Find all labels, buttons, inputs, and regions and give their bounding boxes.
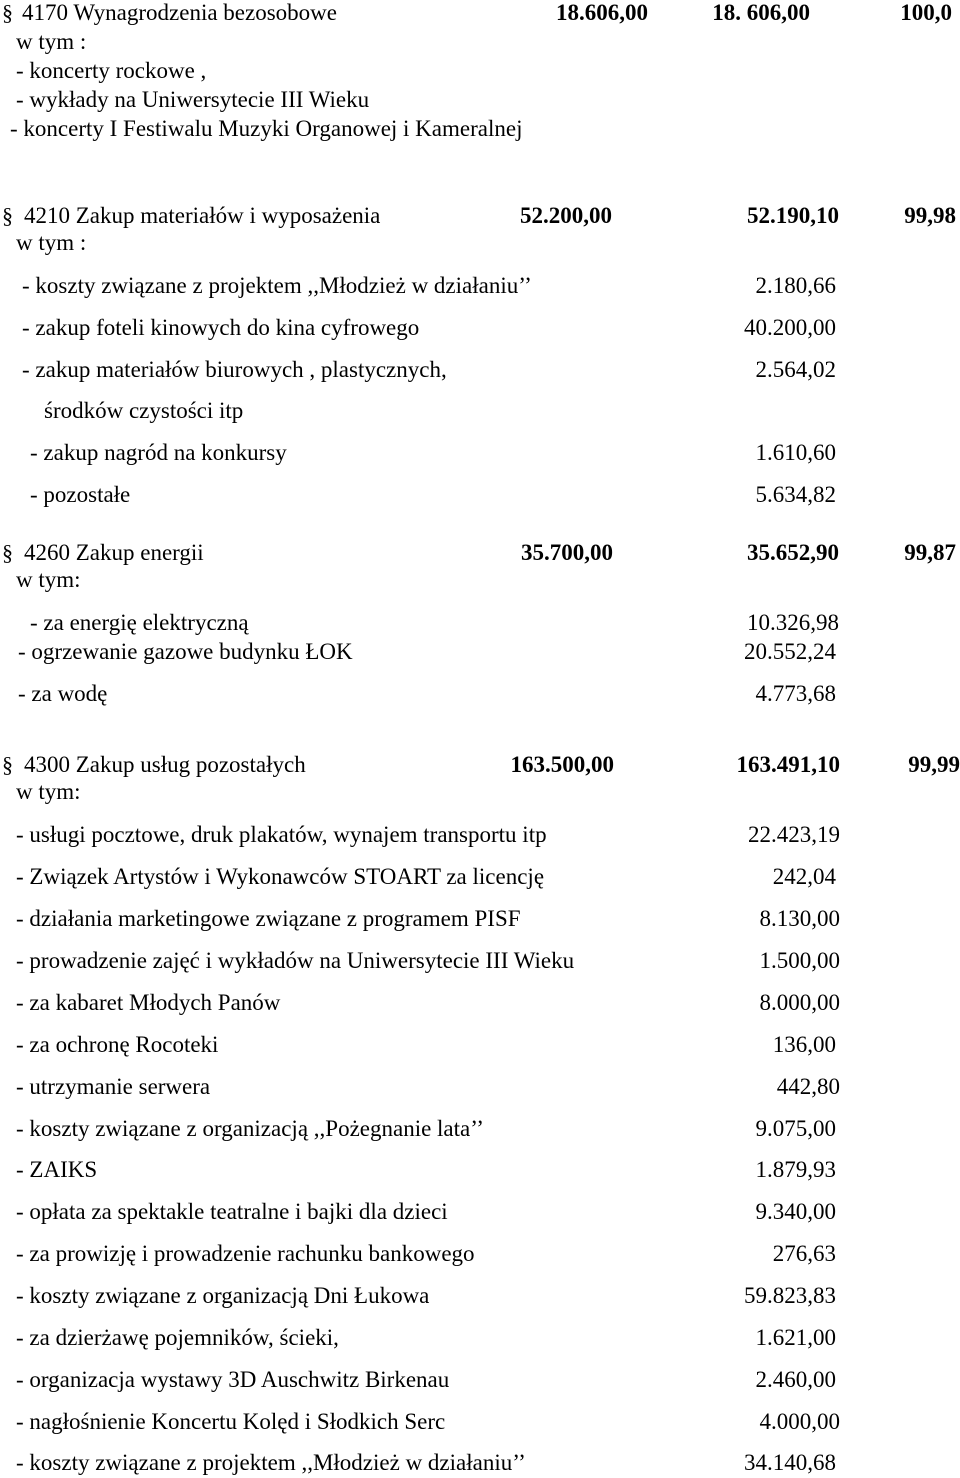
- list-item-label: - za prowizję i prowadzenie rachunku bankowego: [16, 1241, 475, 1266]
- section-4300-percent: 99,99: [908, 752, 960, 777]
- section-4170-subheading: w tym :: [16, 29, 87, 54]
- list-item-amount: 2.460,00: [755, 1367, 836, 1392]
- list-item-label: - za energię elektryczną: [30, 610, 249, 635]
- section-4300-plan: 163.500,00: [510, 752, 614, 777]
- list-item-amount: 1.500,00: [759, 948, 840, 973]
- list-item-label: - za kabaret Młodych Panów: [16, 990, 281, 1015]
- list-item-label: - ZAIKS: [16, 1157, 98, 1182]
- list-item-label: - opłata za spektakle teatralne i bajki dla dzieci: [16, 1199, 448, 1224]
- section-4260-title: 4260 Zakup energii: [24, 540, 204, 565]
- list-item-amount: 59.823,83: [744, 1283, 836, 1308]
- section-4300-marker: §: [2, 752, 13, 777]
- section-4210-execution: 52.190,10: [747, 203, 839, 228]
- section-4260-percent: 99,87: [904, 540, 956, 565]
- list-item-amount: 276,63: [772, 1241, 836, 1266]
- section-4210-percent: 99,98: [904, 203, 956, 228]
- section-4210-plan: 52.200,00: [520, 203, 612, 228]
- list-item-label: - organizacja wystawy 3D Auschwitz Birkenau: [16, 1367, 450, 1392]
- section-4170-plan: 18.606,00: [556, 0, 648, 25]
- list-item-label: - ogrzewanie gazowe budynku ŁOK: [18, 639, 353, 664]
- list-item-label: - prowadzenie zajęć i wykładów na Uniwersytecie III Wieku: [16, 948, 575, 973]
- list-item-label: - działania marketingowe związane z programem PISF: [16, 906, 521, 931]
- list-item-label: środków czystości itp: [44, 398, 244, 423]
- list-item-amount: 4.773,68: [755, 681, 836, 706]
- section-4170-execution: 18. 606,00: [712, 0, 810, 25]
- list-item-label: - koszty związane z organizacją Dni Łukowa: [16, 1283, 430, 1308]
- list-item-amount: 10.326,98: [747, 610, 839, 635]
- list-item-label: - za wodę: [18, 681, 108, 706]
- list-item-amount: 8.000,00: [759, 990, 840, 1015]
- section-4300-subheading: w tym:: [16, 779, 81, 804]
- list-item-label: - koszty związane z projektem ,,Młodzież w działaniu’’: [22, 273, 532, 298]
- list-item-label: - Związek Artystów i Wykonawców STOART za licencję: [16, 864, 545, 889]
- list-item-amount: 1.879,93: [755, 1157, 836, 1182]
- list-item-label: - nagłośnienie Koncertu Kolęd i Słodkich Serc: [16, 1409, 446, 1434]
- list-item-label: - pozostałe: [30, 482, 131, 507]
- section-4260-execution: 35.652,90: [747, 540, 839, 565]
- section-4300-title: 4300 Zakup usług pozostałych: [24, 752, 306, 777]
- list-item-amount: 1.610,60: [755, 440, 836, 465]
- section-4210-title: 4210 Zakup materiałów i wyposażenia: [24, 203, 381, 228]
- section-4170-percent: 100,0: [900, 0, 952, 25]
- list-item-label: - koncerty I Festiwalu Muzyki Organowej i Kameralnej: [10, 116, 523, 141]
- section-4260-subheading: w tym:: [16, 567, 81, 592]
- list-item-label: - zakup materiałów biurowych , plastycznych,: [22, 357, 447, 382]
- list-item-label: - zakup nagród na konkursy: [30, 440, 287, 465]
- section-4260-marker: §: [2, 540, 13, 565]
- list-item-label: - za ochronę Rocoteki: [16, 1032, 219, 1057]
- list-item-amount: 22.423,19: [748, 822, 840, 847]
- list-item-amount: 4.000,00: [759, 1409, 840, 1434]
- list-item-label: - usługi pocztowe, druk plakatów, wynajem transportu itp: [16, 822, 547, 847]
- list-item-amount: 9.340,00: [755, 1199, 836, 1224]
- list-item-amount: 2.180,66: [755, 273, 836, 298]
- list-item-amount: 2.564,02: [755, 357, 836, 382]
- list-item-label: - za dzierżawę pojemników, ścieki,: [16, 1325, 339, 1350]
- list-item-amount: 20.552,24: [744, 639, 836, 664]
- section-4300-execution: 163.491,10: [736, 752, 840, 777]
- section-4210-subheading: w tym :: [16, 230, 87, 255]
- section-4170-title: 4170 Wynagrodzenia bezosobowe: [22, 0, 337, 25]
- list-item-label: - utrzymanie serwera: [16, 1074, 211, 1099]
- section-4170-marker: §: [2, 0, 13, 25]
- list-item-amount: 9.075,00: [755, 1116, 836, 1141]
- list-item-amount: 242,04: [772, 864, 836, 889]
- list-item-label: - koszty związane z projektem ,,Młodzież w działaniu’’: [16, 1450, 526, 1475]
- section-4260-plan: 35.700,00: [521, 540, 613, 565]
- list-item-label: - koncerty rockowe ,: [16, 58, 207, 83]
- list-item-label: - zakup foteli kinowych do kina cyfrowego: [22, 315, 420, 340]
- section-4210-marker: §: [2, 203, 13, 228]
- list-item-amount: 442,80: [776, 1074, 840, 1099]
- list-item-label: - koszty związane z organizacją ,,Pożegnanie lata’’: [16, 1116, 484, 1141]
- list-item-amount: 5.634,82: [755, 482, 836, 507]
- list-item-amount: 40.200,00: [744, 315, 836, 340]
- list-item-amount: 34.140,68: [744, 1450, 836, 1475]
- list-item-amount: 136,00: [772, 1032, 836, 1057]
- list-item-amount: 8.130,00: [759, 906, 840, 931]
- list-item-amount: 1.621,00: [755, 1325, 836, 1350]
- list-item-label: - wykłady na Uniwersytecie III Wieku: [16, 87, 370, 112]
